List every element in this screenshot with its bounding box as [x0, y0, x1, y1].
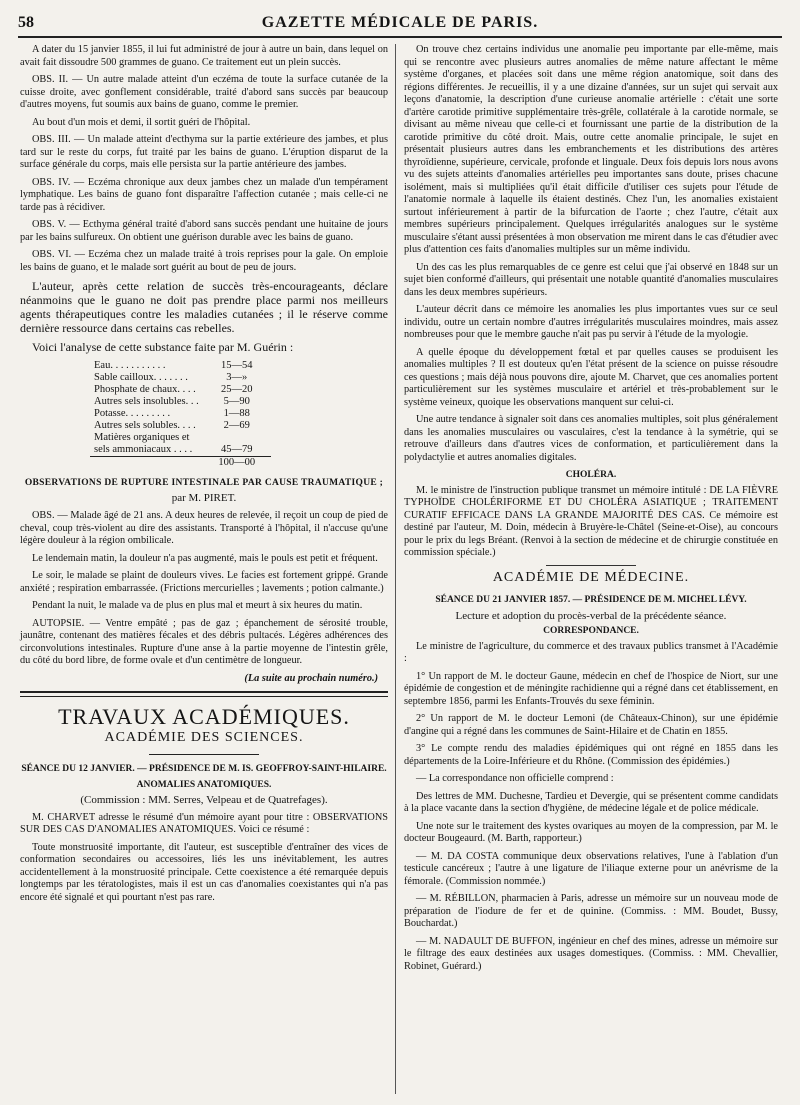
observation-4: OBS. IV. — Eczéma chronique aux deux jambes chez un malade d'un tempérament lymphatique. Les bains de guano font disparaître l'affection cutanée ; mais celle-ci ne tarde pas à récidiver.	[20, 176, 388, 213]
page-header	[18, 14, 782, 38]
autopsy-paragraph: AUTOPSIE. — Ventre empâté ; pas de gaz ; épanchement de sérosité trouble, jaunâtre, contenant des matières fécales et des débris pultacés. Légères adhérences des circonvolutions intestinales. Rupture d'une anse à la partie moyenne de l'intestin grêle, du côté du bord libre, de forme ovale et d'un centimètre de longueur.	[20, 617, 388, 666]
lecture-line: Lecture et adoption du procès-verbal de la précédente séance.	[455, 609, 727, 622]
analysis-value: 3—»	[226, 372, 248, 383]
paragraph: A quelle époque du développement fœtal et par quelles causes se produisent les anomalies multiples ? Il est douteux qu'en l'état présent de la science on puisse résoudre ces questions ; mais déjà nous pouvons dire, ajoute M. Charvet, que ces anomalies portent particulièrement sur les systèmes musculaire et artériel et très-probablement sur le système veineux, quoique les observations manquent sur celui-ci.	[404, 346, 778, 408]
paragraph: Un des cas les plus remarquables de ce genre est celui que j'ai observé en 1848 sur un sujet bien conformé d'ailleurs, qui présentait une notable quantité d'anomalies musculaires dans les deux membres supérieurs.	[404, 261, 778, 298]
left-column	[20, 44, 388, 909]
academy-title: ACADÉMIE DES SCIENCES.	[104, 729, 304, 745]
paragraph: — M. RÉBILLON, pharmacien à Paris, adresse un mémoire sur un nouveau mode de préparation de l'iodure de fer et de quinine. (Commiss. : MM. Boudet, Bussy, Bouchardat.)	[404, 893, 778, 929]
analysis-row	[90, 420, 271, 432]
analysis-label: Matières organiques et	[94, 432, 190, 443]
rupture-heading: OBSERVATIONS DE RUPTURE INTESTINALE PAR CAUSE TRAUMATIQUE ;	[24, 478, 384, 488]
rupture-paragraph: Le soir, le malade se plaint de douleurs vives. Le facies est fortement grippé. Grande anxiété ; respiration embarrassée. (Frictions mercurielles ; lavements ; potion calmante.)	[20, 570, 388, 594]
paragraph: Le ministre de l'agriculture, du commerce et des travaux publics transmet à l'Académie :	[404, 640, 778, 664]
analysis-label: Autres sels insolubles. . .	[94, 396, 199, 407]
paragraph: On trouve chez certains individus une anomalie peu importante par elle-même, mais qui se rencontre avec plusieurs autres anomalies de même nature affectant le même système d'organes, et placées soit dans une même région anatomique, soit dans des régions différentes. Je recueillis, il y a une dizaine d'années, sur un sujet qui servait aux leçons d'anatomie, la description d'une curieuse anomalie artérielle : c'était une sorte d'artère carotide primitive supplémentaire très-grêle, collatérale à la carotide normale, se divisant au même niveau que celle-ci et fournissant une partie de la distribution de la carotide primitive du côté droit. Mais, outre cette anomalie principale, le sujet en présentait plusieurs autres dans les embranchements et les distributions des artères thyroïdienne, supérieure, cervicale, profonde et linguale. Deux fois depuis lors nous avons vu des sujets atteints d'anomalies artérielles peu importantes sans doute, prises chacune isolément, mais si multipliées qu'il était difficile d'utiliser ces sujets pour l'étude de l'anatomie normale à laquelle ils étaient destinés. Chez l'un, les anomalies existaient surtout inférieurement à partir de la bifurcation de l'aorte ; chez l'autre, c'était aux membres supérieurs principalement. Quelques irrégularités analogues sur le système musculaire s'étant aussi présentées à mon observation me mirent dans le cas d'étudier avec plus d'attention ces faits d'anomalies multiples sur un même individu.	[404, 44, 778, 255]
analysis-value: 2—69	[223, 420, 250, 431]
journal-title: GAZETTE MÉDICALE DE PARIS.	[261, 14, 539, 31]
list-item: 3° Le compte rendu des maladies épidémiques qui ont régné en 1855 dans les départements de la Loire-Inférieure et du Rhône. (Commission des épidémies.)	[404, 743, 778, 767]
analysis-label: sels ammoniacaux . . . .	[94, 444, 193, 455]
analysis-label: Potasse. . . . . . . . .	[94, 408, 171, 419]
analysis-row	[90, 432, 271, 444]
academy-title: ACADÉMIE DE MÉDECINE.	[492, 569, 690, 585]
guano-analysis-table	[90, 360, 271, 469]
analysis-value: 25—20	[220, 384, 253, 395]
monstruosite-paragraph: Toute monstruosité importante, dit l'auteur, est susceptible d'entraîner des vices de conformation secondaires ou accessoires, liés les uns inévitablement, les autres accidentellement à la monstruosité principale. Cette coexistence a été remarquée depuis longtemps par les tératologistes, mais il est un cas d'anomalies coexistantes qui n'a pas encore été signalé et qui pourtant n'est pas rare.	[20, 841, 388, 903]
analysis-label: Eau. . . . . . . . . . .	[94, 360, 166, 371]
column-divider	[395, 44, 396, 1094]
rupture-paragraph: OBS. — Malade âgé de 21 ans. A deux heures de relevée, il reçoit un coup de pied de cheval, coup très-violent au dire des assistants. Transporté à l'hôpital, il n'accuse qu'une légère douleur à la région ombilicale.	[20, 510, 388, 546]
page-number: 58	[18, 14, 34, 31]
analysis-value: 45—79	[220, 444, 253, 455]
analysis-total-spacer	[90, 457, 203, 470]
rupture-paragraph: Le lendemain matin, la douleur n'a pas augmenté, mais le pouls est petit et fréquent.	[32, 552, 378, 564]
title-rule	[149, 754, 259, 755]
analysis-row	[90, 408, 271, 420]
analysis-intro: Voici l'analyse de cette substance faite par M. Guérin :	[32, 340, 294, 354]
right-column	[404, 44, 778, 978]
observation-3: OBS. III. — Un malade atteint d'ecthyma sur la partie extérieure des jambes, et plus tard sur le reste du corps, fut traité par les bains de guano. L'éruption disparut de la surface générale du corps, mais elle persista sur la partie antérieure des jambes.	[20, 134, 388, 170]
analysis-label: Phosphate de chaux. . . .	[94, 384, 196, 395]
conclusion-paragraph: L'auteur, après cette relation de succès très-encourageants, déclare néanmoins que le guano ne doit pas prendre place parmi nos meilleurs agents thérapeutiques contre les maladies cutanées ; il le réserve comme dernière ressource dans certains cas rebelles.	[20, 279, 388, 335]
list-item: 2° Un rapport de M. le docteur Lemoni (de Châteaux-Chinon), sur une épidémie d'angine qui a régné dans les communes de Saint-Hilaire et de Chatin en 1855.	[404, 713, 778, 737]
analysis-value	[203, 432, 271, 444]
paragraph: A dater du 15 janvier 1855, il lui fut administré de jour à autre un bain, dans lequel on avait fait dissoudre 500 grammes de guano. Ce traitement eut un plein succès.	[20, 44, 388, 68]
paragraph: — M. DA COSTA communique deux observations relatives, l'une à l'ablation d'un testicule cancéreux ; l'autre à une ligature de l'iliaque externe pour un anévrisme de la fémorale. (Commission nommée.)	[404, 850, 778, 887]
analysis-row	[90, 444, 271, 457]
analysis-row	[90, 396, 271, 408]
observation-5: OBS. V. — Ecthyma général traité d'abord sans succès pendant une huitaine de jours par les bains sulfureux. On obtient une guérison durable avec les bains de guano.	[20, 219, 388, 243]
correspondance-heading: CORRESPONDANCE.	[543, 626, 639, 636]
analysis-value: 5—90	[223, 396, 250, 407]
paragraph: Au bout d'un mois et demi, il sortit guéri de l'hôpital.	[32, 116, 251, 128]
observation-2: OBS. II. — Un autre malade atteint d'un eczéma de toute la surface cutanée de la cuisse droite, avec gonflement considérable, traité d'abord sans succès par beaucoup d'autres moyens, fut soumis aux bains de guano, comme le premier.	[20, 74, 388, 110]
analysis-row	[90, 360, 271, 372]
cholera-paragraph: M. le ministre de l'instruction publique transmet un mémoire intitulé : DE LA FIÈVRE TYPHOÏDE CHOLÉRIFORME ET DU CHOLÉRA ASIATIQUE ; TRAITEMENT CURATIF EFFICACE DANS LA GRANDE MAJORITÉ DES CAS. Ce mémoire est destiné par l'auteur, M. Doin, médecin à Bruyère-le-Châtel (Seine-et-Oise), au concours pour le prix du legs Bréant. (Renvoi à la section de médecine et de chirurgie constituée en commission spéciale.)	[404, 484, 778, 558]
cholera-heading: CHOLÉRA.	[565, 470, 617, 480]
paragraph: Une note sur le traitement des kystes ovariques au moyen de la compression, par M. le docteur Bougeaurd. (M. Barth, rapporteur.)	[404, 820, 778, 844]
list-item: 1° Un rapport de M. le docteur Gaune, médecin en chef de l'hospice de Niort, sur une épidémie de congestion et de méningite rachidienne qui a régné dans cet établissement, en septembre 1856, parmi les Enfants-Trouvés du sexe féminin.	[404, 670, 778, 707]
charvet-paragraph: M. CHARVET adresse le résumé d'un mémoire ayant pour titre : OBSERVATIONS SUR DES CAS D'ANOMALIES ANATOMIQUES. Voici ce résumé :	[20, 811, 388, 835]
paragraph: — M. NADAULT DE BUFFON, ingénieur en chef des mines, adresse un mémoire sur le filtrage des eaux destinées aux usages domestiques. (Commiss. : MM. Chevallier, Robinet, Guérard.)	[404, 935, 778, 972]
paragraph: L'auteur décrit dans ce mémoire les anomalies les plus importantes vues sur ce seul individu, outre un certain nombre d'autres irrégularités musculaires moindres, mais assez nombreuses pour que le membre gauche n'ait pas pu servir à l'étude de la myologie.	[404, 304, 778, 340]
analysis-label: Autres sels solubles. . . .	[94, 420, 196, 431]
analysis-label: Sable cailloux. . . . . . .	[94, 372, 188, 383]
analysis-row	[90, 384, 271, 396]
paragraph: Une autre tendance à signaler soit dans ces anomalies multiples, soit plus généralement dans les anomalies musculaires ou vasculaires, c'est la tendance à la symétrie, qui se retrouve d'ailleurs dans d'autres vices de conformation, et particulièrement dans la polydactylie et autres anomalies digitales.	[404, 414, 778, 463]
session-line: SÉANCE DU 12 JANVIER. — PRÉSIDENCE DE M. IS. GEOFFROY-SAINT-HILAIRE.	[21, 764, 387, 774]
rupture-paragraph: Pendant la nuit, le malade va de plus en plus mal et meurt à six heures du matin.	[32, 600, 363, 611]
section-title: TRAVAUX ACADÉMIQUES.	[58, 704, 350, 729]
session-line: SÉANCE DU 21 JANVIER 1857. — PRÉSIDENCE DE M. MICHEL LÉVY.	[435, 595, 747, 605]
section-rule-thin	[20, 696, 388, 697]
analysis-total-row	[90, 457, 271, 470]
analysis-row	[90, 372, 271, 384]
rupture-author: par M. PIRET.	[171, 491, 237, 504]
continued-note: (La suite au prochain numéro.)	[244, 672, 378, 684]
section-rule	[20, 691, 388, 693]
paragraph: — La correspondance non officielle comprend :	[416, 773, 614, 784]
analysis-value: 1—88	[223, 408, 250, 419]
analysis-total: 100—00	[203, 457, 271, 470]
paragraph: Des lettres de MM. Duchesne, Tardieu et Devergie, qui se présentent comme candidats à la place vacante dans la section d'hygiène, de médecine légale et de police médicale.	[404, 790, 778, 814]
divider-rule	[546, 565, 636, 566]
observation-6: OBS. VI. — Eczéma chez un malade traité à trois reprises pour la gale. On emploie les bains de guano, et le malade sort guérit au bout de peu de jours.	[20, 249, 388, 273]
analysis-value: 15—54	[220, 360, 253, 371]
commission-line: (Commission : MM. Serres, Velpeau et de Quatrefages).	[80, 794, 328, 806]
anomalies-heading: ANOMALIES ANATOMIQUES.	[136, 779, 272, 790]
